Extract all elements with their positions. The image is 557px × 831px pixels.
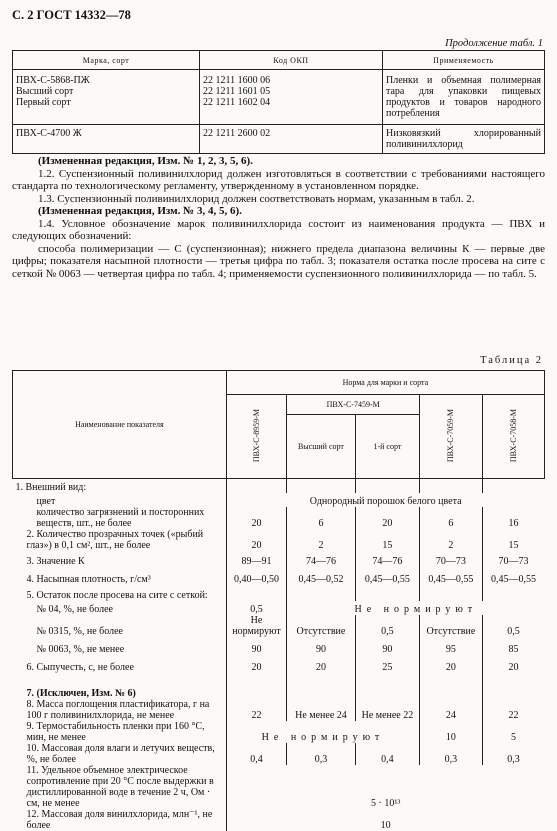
table-row (13, 765, 545, 809)
grade-d-header: ПВХ-С-7058-М (508, 408, 518, 463)
indicator-name: цвет (13, 493, 227, 507)
okp-cell: 22 1211 2600 02 (203, 128, 271, 139)
indicator-value: 24 (420, 699, 482, 721)
indicator-value: 20 (420, 655, 482, 673)
table-row (13, 70, 545, 125)
indicator-value: 89—91 (226, 551, 286, 567)
indicator-value: 70—73 (498, 555, 529, 567)
indicator-value: 95 (420, 637, 482, 655)
indicator-value: 0,40—0,50 (226, 567, 286, 585)
indicator-name: 1. Внешний вид: (13, 479, 227, 493)
grade-cell: Высший сорт (16, 86, 74, 97)
indicator-value: Не нормируют (354, 603, 478, 615)
grade-a-header: ПВХ-С-8959-М (251, 408, 261, 463)
col-grade-header: Марка, сорт (13, 51, 200, 70)
indicator-value: 74—76 (355, 551, 419, 567)
table-row (13, 479, 545, 493)
indicator-name: 3. Значение К (13, 551, 227, 567)
table-row (13, 809, 545, 831)
indicator-name: № 04, %, не более (13, 601, 227, 615)
indicator-name: 2. Количество прозрачных точек («рыбий глаз») в 0,1 см², шт., не более (13, 529, 227, 551)
table-row (13, 567, 545, 585)
indicator-value: Не нормируют (226, 721, 419, 743)
indicator-name: 10. Массовая доля влаги и летучих веществ, %, не более (13, 743, 227, 765)
indicator-value: 90 (287, 637, 356, 655)
grade-b-top-header: Высший сорт (287, 415, 356, 479)
table-row (13, 125, 545, 154)
indicator-value: 0,3 (507, 753, 520, 765)
indicator-value: 0,4 (226, 743, 286, 765)
indicator-value: Однородный порошок белого цвета (309, 495, 462, 507)
indicator-value: 22 (226, 699, 286, 721)
indicator-value: 5 · 10¹³ (370, 797, 401, 809)
indicator-value: 0,5 (355, 615, 419, 637)
indicator-name: 11. Удельное объемное электрическое сопротивление при 20 °С после выдержки в дистиллированной воде в течение 2 ч, Ом · см, не менее (13, 765, 227, 809)
grade-cell: ПВХ-С-4700 Ж (16, 128, 82, 139)
indicator-value: 74—76 (287, 551, 356, 567)
indicator-name: 8. Масса поглощения пластификатора, г на 100 г поливинилхлорида, не менее (13, 699, 227, 721)
indicator-value: 20 (287, 655, 356, 673)
indicator-value: 5 (511, 731, 517, 743)
norm-header: Норма для марки и сорта (226, 371, 544, 395)
table-row (13, 507, 545, 529)
table-1 (12, 50, 545, 154)
okp-cell: 22 1211 1600 06 (203, 75, 271, 86)
edit-note: (Измененная редакция, Изм. № 1, 2, 3, 5, 6). (38, 155, 253, 167)
grade-c-header: ПВХ-С-7059-М (446, 408, 456, 463)
indicator-value: 0,45—0,55 (355, 567, 419, 585)
table-continuation-label: Продолжение табл. 1 (445, 38, 543, 49)
indicator-value: 6 (287, 507, 356, 529)
use-cell: Пленки и объемная полимерная тара для упаковки пищевых продуктов и товаров народного потребления (383, 70, 545, 125)
table-row (13, 529, 545, 551)
indicator-value: 22 (508, 709, 519, 721)
table-row (13, 585, 545, 601)
okp-cell: 22 1211 1602 04 (203, 97, 271, 108)
table-2-caption: Таблица 2 (480, 355, 543, 366)
indicator-name: 5. Остаток после просева на сите с сеткой: (13, 585, 227, 601)
indicator-value: 15 (508, 539, 519, 551)
table-row (13, 655, 545, 673)
table-row (13, 601, 545, 615)
table-row (13, 637, 545, 655)
grade-cell: ПВХ-С-5868-ПЖ (16, 75, 90, 86)
indicator-value: 0,45—0,52 (287, 567, 356, 585)
indicator-name: № 0315, %, не более (13, 615, 227, 637)
okp-cell: 22 1211 1601 05 (203, 86, 271, 97)
indicator-value: 20 (226, 529, 286, 551)
indicator-name: 4. Насыпная плотность, г/см³ (13, 567, 227, 585)
indicator-value: Не менее 22 (355, 699, 419, 721)
indicator-value: 0,45—0,55 (420, 567, 482, 585)
indicator-value: Отсутствие (420, 615, 482, 637)
indicator-value: 70—73 (420, 551, 482, 567)
indicator-value: 90 (355, 637, 419, 655)
indicator-value: 6 (420, 507, 482, 529)
indicator-name: количество загрязнений и посторонних веществ, шт., не более (13, 507, 227, 529)
indicator-value: 10 (420, 721, 482, 743)
col-okp-header: Код ОКП (200, 51, 383, 70)
paragraph-1-3: 1.3. Суспензионный поливинилхлорид должен соответствовать нормам, указанным в табл. 2. (38, 192, 475, 205)
indicator-name: 7. (Исключен, Изм. № 6) (13, 673, 227, 699)
table-row (13, 673, 545, 699)
indicator-value: 0,5 (226, 601, 286, 615)
indicator-value: 0,4 (355, 743, 419, 765)
indicator-value: Не нормируют (226, 615, 286, 637)
body-text (12, 155, 545, 280)
paragraph-1-2: 1.2. Суспензионный поливинилхлорид должен изготовляться в соответствии с требованиями настоящего стандарта по технологическому регламенту, утвержденному в установленном порядке. (12, 167, 545, 192)
indicator-value: 0,5 (507, 625, 520, 637)
indicator-value: Отсутствие (287, 615, 356, 637)
table-row (13, 699, 545, 721)
table-row (13, 551, 545, 567)
use-cell: Низковязкий хлорированный поливинилхлорид (383, 125, 545, 154)
indicator-name: 6. Сыпучесть, с, не более (13, 655, 227, 673)
indicator-value: 20 (355, 507, 419, 529)
indicator-value: 0,3 (420, 743, 482, 765)
grade-b-header: ПВХ-С-7459-М (287, 395, 420, 415)
indicator-value: 20 (226, 655, 286, 673)
indicator-value: 85 (508, 643, 519, 655)
grade-b-first-header: 1-й сорт (355, 415, 419, 479)
indicator-value: 0,45—0,55 (491, 573, 537, 585)
table-2 (12, 370, 545, 831)
indicator-value: 2 (420, 529, 482, 551)
paragraph-1-4: 1.4. Условное обозначение марок поливинилхлорида состоит из наименования продукта — ПВХ и следующих обозначений: (12, 217, 545, 242)
col-use-header: Применяемость (383, 51, 545, 70)
paragraph-1-4-cont: способа полимеризации — С (суспензионная); нижнего предела диапазона величины К — первые две цифры; показателя насыпной плотности — третья цифра по табл. 3; показателя остатка после просева на сите с сеткой № 0063 — четвертая цифра по табл. 4; применяемости суспензионного поливинилхлорида — по табл. 5. (12, 242, 545, 280)
indicator-value: 16 (508, 517, 519, 529)
table-row (13, 721, 545, 743)
indicator-name-header: Наименование показателя (13, 371, 227, 479)
indicator-value: 0,3 (287, 743, 356, 765)
edit-note: (Измененная редакция, Изм. № 3, 4, 5, 6). (38, 205, 242, 217)
indicator-name: № 0063, %, не менее (13, 637, 227, 655)
indicator-value: 2 (287, 529, 356, 551)
indicator-value: 15 (355, 529, 419, 551)
page-header: С. 2 ГОСТ 14332—78 (12, 8, 131, 22)
indicator-value: 20 (226, 507, 286, 529)
table-row (13, 615, 545, 637)
indicator-value: 90 (226, 637, 286, 655)
table-row (13, 743, 545, 765)
indicator-name: 9. Термостабильность пленки при 160 °С, мин, не менее (13, 721, 227, 743)
indicator-value: 25 (355, 655, 419, 673)
indicator-value: Не менее 24 (287, 699, 356, 721)
indicator-name: 12. Массовая доля винилхлорида, млн⁻¹, не более (13, 809, 227, 831)
grade-cell: Первый сорт (16, 97, 71, 108)
indicator-value: 20 (508, 661, 519, 673)
table-row (13, 493, 545, 507)
indicator-value: 10 (380, 819, 391, 831)
